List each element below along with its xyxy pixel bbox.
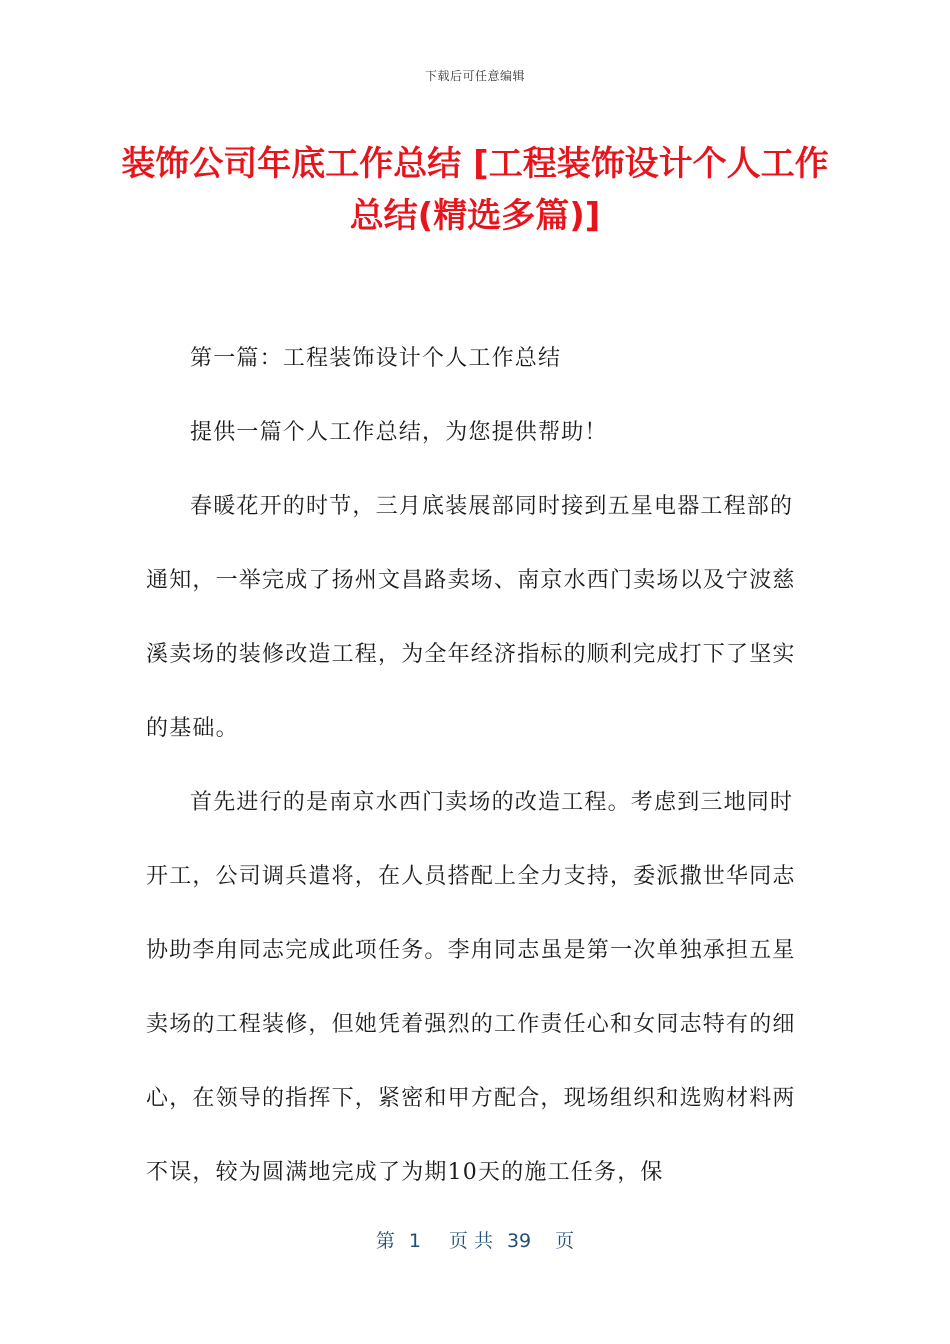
footer-prefix: 第	[375, 1230, 395, 1252]
paragraph-section-heading: 第一篇：工程装饰设计个人工作总结	[190, 346, 562, 371]
document-body	[146, 322, 806, 1210]
footer-total-pages: 39	[506, 1230, 532, 1252]
paragraph-intro: 提供一篇个人工作总结，为您提供帮助！	[190, 420, 608, 445]
header-note: 下载后可任意编辑	[424, 69, 525, 83]
footer-suffix: 页	[555, 1230, 575, 1252]
paragraph-spring-projects: 春暖花开的时节，三月底装展部同时接到五星电器工程部的通知，一举完成了扬州文昌路卖场、南京水西门卖场以及宁波慈溪卖场的装修改造工程，为全年经济指标的顺利完成打下了坚实的基础。	[146, 494, 796, 741]
document-title: 装饰公司年底工作总结 [工程装饰设计个人工作总结(精选多篇)]	[121, 144, 829, 236]
paragraph-nanjing-project: 首先进行的是南京水西门卖场的改造工程。考虑到三地同时开工，公司调兵遣将，在人员搭配上全力支持，委派撒世华同志协助李甪同志完成此项任务。李甪同志虽是第一次单独承担五星卖场的工程装修，但她凭着强烈的工作责任心和女同志特有的细心，在领导的指挥下，紧密和甲方配合，现场组织和选购材料两不误，较为圆满地完成了为期10天的施工任务，保	[146, 790, 796, 1185]
page-footer	[0, 1226, 950, 1253]
footer-middle: 页 共	[448, 1230, 493, 1252]
footer-page-number: 1	[408, 1230, 421, 1252]
